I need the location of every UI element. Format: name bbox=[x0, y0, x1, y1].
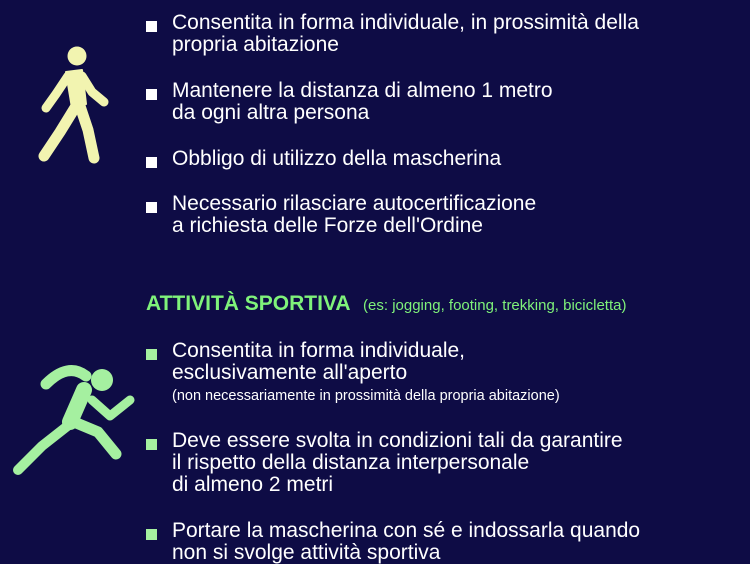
bullet-text: Consentita in forma individuale, bbox=[172, 339, 465, 362]
bullet-text: propria abitazione bbox=[172, 33, 339, 56]
bullet-text: Deve essere svolta in condizioni tali da garantire bbox=[172, 429, 623, 452]
section-title: ATTIVITÀ SPORTIVA bbox=[146, 292, 351, 315]
bullet-text: il rispetto della distanza interpersonale bbox=[172, 451, 530, 474]
bullet-text: di almeno 2 metri bbox=[172, 473, 334, 496]
bullet-text: non si svolge attività sportiva bbox=[172, 541, 441, 564]
bullet-text: esclusivamente all'aperto bbox=[172, 361, 408, 384]
walking-bullet-2 bbox=[146, 80, 736, 124]
section-subtitle: (es: jogging, footing, trekking, bicicletta) bbox=[363, 297, 627, 314]
bullet-square bbox=[146, 21, 157, 32]
bullet-square bbox=[146, 349, 157, 360]
sport-section-heading bbox=[146, 292, 626, 316]
bullet-square bbox=[146, 89, 157, 100]
bullet-square bbox=[146, 529, 157, 540]
bullet-text: a richiesta delle Forze dell'Ordine bbox=[172, 214, 483, 237]
walking-bullet-4 bbox=[146, 193, 736, 237]
bullet-text: Mantenere la distanza di almeno 1 metro bbox=[172, 79, 553, 102]
bullet-text: Consentita in forma individuale, in prossimità della bbox=[172, 11, 639, 34]
bullet-square bbox=[146, 439, 157, 450]
bullet-square bbox=[146, 202, 157, 213]
sport-bullet-2 bbox=[146, 430, 736, 496]
bullet-text: Portare la mascherina con sé e indossarla quando bbox=[172, 519, 641, 542]
bullet-text: Obbligo di utilizzo della mascherina bbox=[172, 147, 502, 170]
bullet-square bbox=[146, 157, 157, 168]
walking-person-icon bbox=[36, 46, 110, 164]
sport-bullet-3 bbox=[146, 520, 736, 564]
walking-bullet-1 bbox=[146, 12, 736, 56]
bullet-text: da ogni altra persona bbox=[172, 101, 370, 124]
running-person-icon bbox=[12, 360, 140, 478]
bullet-note: (non necessariamente in prossimità della propria abitazione) bbox=[172, 388, 560, 404]
sport-bullet-1 bbox=[146, 340, 736, 405]
bullet-text: Necessario rilasciare autocertificazione bbox=[172, 192, 537, 215]
walking-bullet-3 bbox=[146, 148, 736, 170]
